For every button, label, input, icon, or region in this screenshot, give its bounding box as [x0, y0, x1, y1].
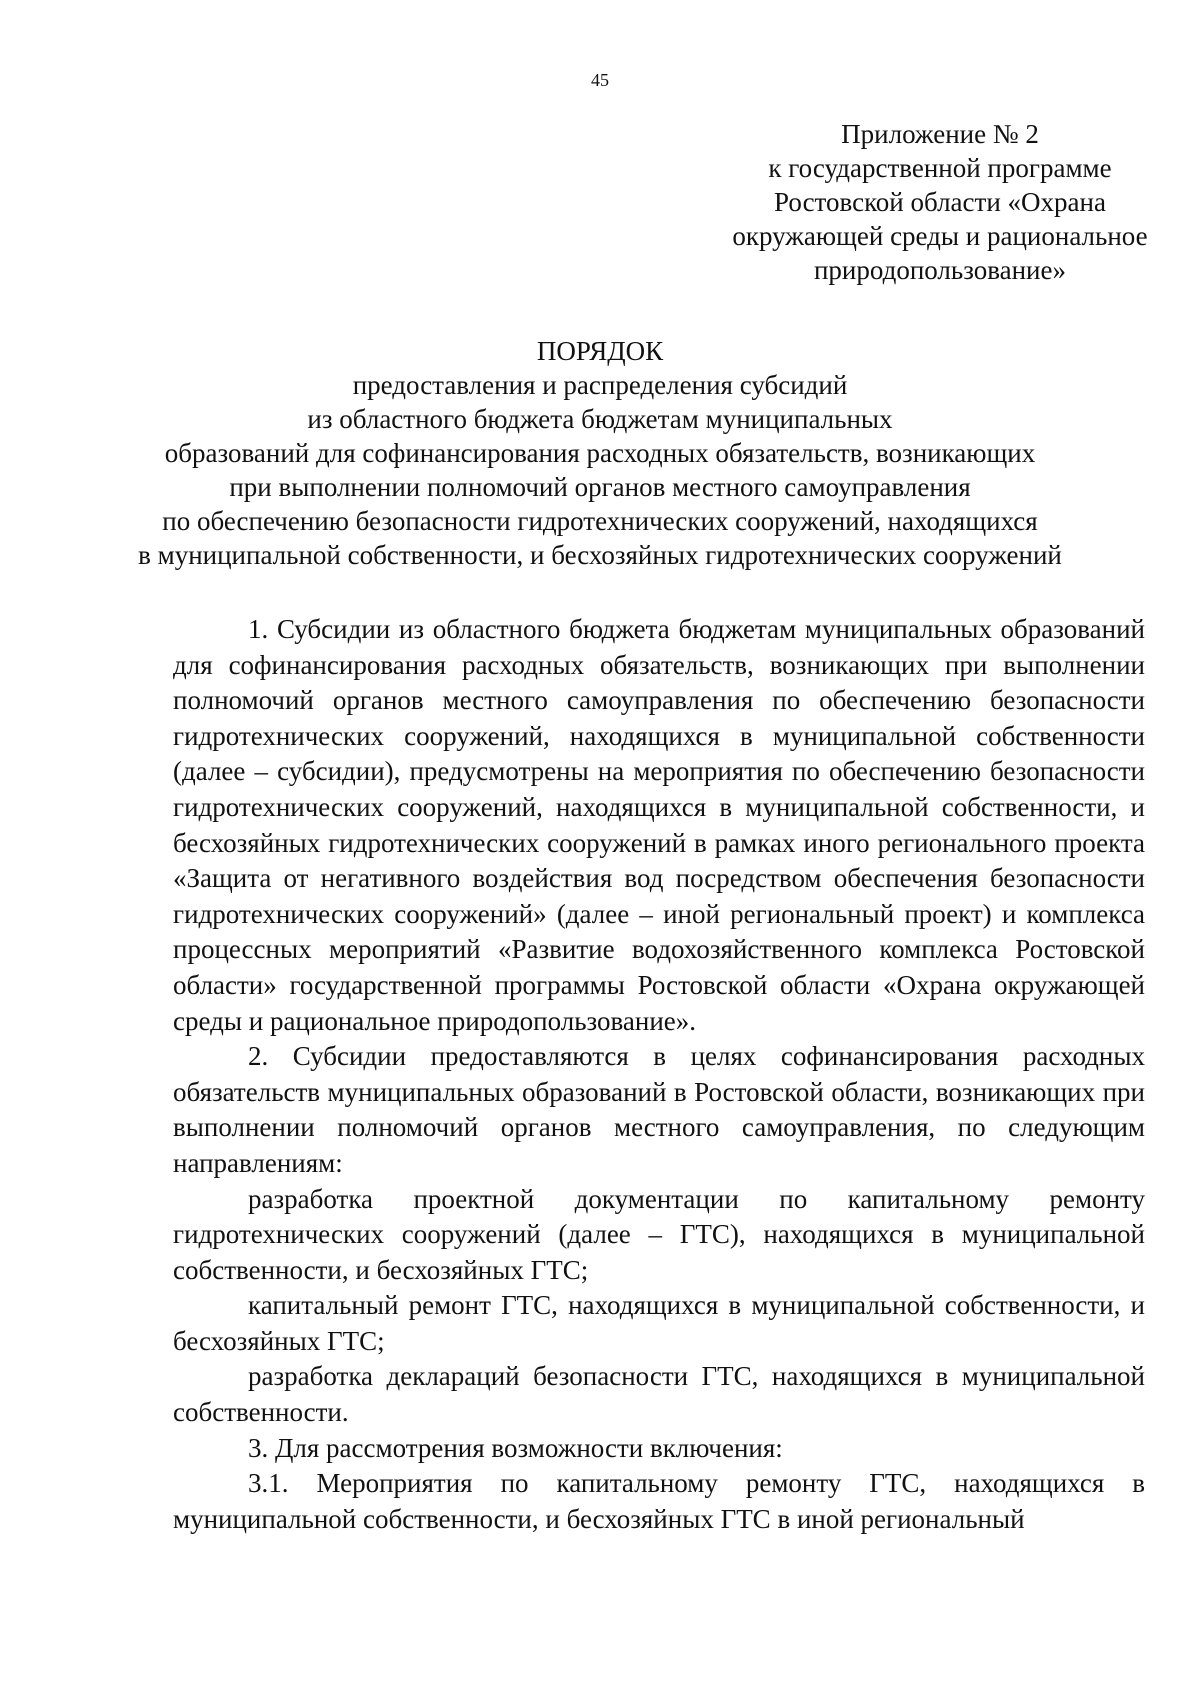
- appendix-header: [700, 117, 1180, 287]
- appendix-line: к государственной программе: [768, 153, 1112, 183]
- paragraph-1: 1. Субсидии из областного бюджета бюджетам муниципальных образований для софинансирования расходных обязательств, возникающих при выполнении полномочий органов местного самоуправления по обеспечению безопасности гидротехнических сооружений, находящихся в муниципальной собственности (далее – субсидии), предусмотрены на мероприятия по обеспечению безопасности гидротехнических сооружений, находящихся в муниципальной собственности, и бесхозяйных гидротехнических сооружений в рамках иного регионального проекта «Защита от негативного воздействия вод посредством обеспечения безопасности гидротехнических сооружений» (далее – иной региональный проект) и комплекса процессных мероприятий «Развитие водохозяйственного комплекса Ростовской области» государственной программы Ростовской области «Охрана окружающей среды и рациональное природопользование».: [173, 614, 1145, 1036]
- subtitle-line: образований для софинансирования расходных обязательств, возникающих: [164, 438, 1036, 468]
- paragraph-2-item-design: разработка проектной документации по капитальному ремонту гидротехнических сооружений (далее – ГТС), находящихся в муниципальной собственности, и бесхозяйных ГТС;: [173, 1183, 1145, 1285]
- subtitle-line: при выполнении полномочий органов местного самоуправления: [229, 472, 971, 502]
- paragraph-2-item-declarations: разработка деклараций безопасности ГТС, находящихся в муниципальной собственности.: [173, 1361, 1145, 1428]
- paragraph-2-item-repair: капитальный ремонт ГТС, находящихся в муниципальной собственности, и бесхозяйных ГТС;: [173, 1290, 1145, 1356]
- appendix-line: природопользование»: [813, 255, 1066, 285]
- paragraph-3-1: 3.1. Мероприятия по капитальному ремонту ГТС, находящихся в муниципальной собственности, и бесхозяйных ГТС в иной региональный: [173, 1468, 1145, 1534]
- subtitle-line: из областного бюджета бюджетам муниципальных: [307, 404, 893, 434]
- appendix-line: Приложение № 2: [841, 119, 1039, 149]
- subtitle-line: предоставления и распределения субсидий: [352, 370, 848, 400]
- page-number: 45: [591, 70, 609, 90]
- paragraph-2: 2. Субсидии предоставляются в целях софинансирования расходных обязательств муниципальных образований в Ростовской области, возникающих при выполнении полномочий органов местного самоуправления, по следующим направлениям:: [173, 1041, 1145, 1178]
- document-title: ПОРЯДОК: [536, 336, 664, 366]
- appendix-line: Ростовской области «Охрана: [774, 187, 1106, 217]
- appendix-line: окружающей среды и рациональное: [732, 221, 1148, 251]
- document-subtitle: [0, 368, 1200, 572]
- paragraph-3: 3. Для рассмотрения возможности включения:: [248, 1432, 783, 1463]
- subtitle-line: в муниципальной собственности, и бесхозяйных гидротехнических сооружений: [138, 540, 1062, 570]
- document-body: [173, 612, 1145, 1537]
- subtitle-line: по обеспечению безопасности гидротехнических сооружений, находящихся: [162, 506, 1038, 536]
